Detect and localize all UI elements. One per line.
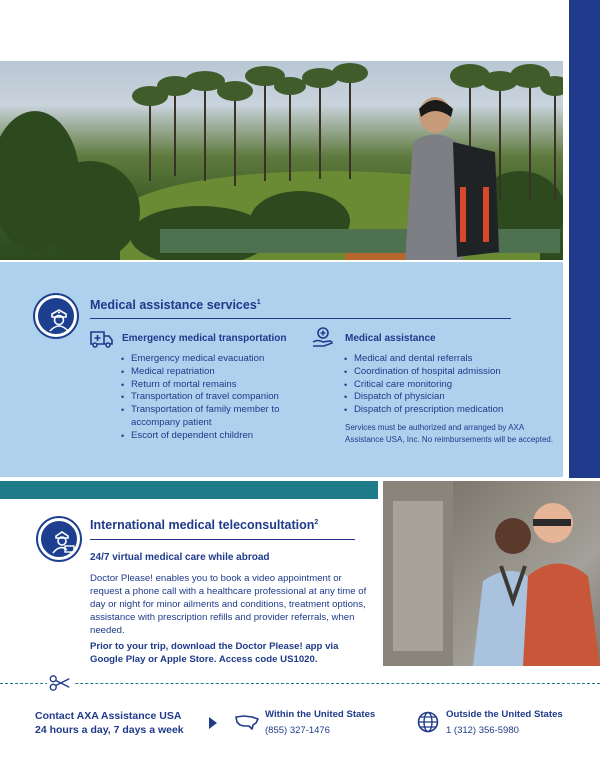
- us-label: Within the United States: [265, 709, 376, 720]
- scissors-icon: [47, 673, 73, 693]
- emergency-heading: Emergency medical transportation: [122, 333, 287, 344]
- teal-divider-bar: [0, 481, 378, 499]
- list-item: • Return of mortal remains: [121, 379, 306, 392]
- contact-line-1: Contact AXA Assistance USA: [35, 710, 182, 722]
- hero-photo-hiker: [0, 61, 563, 260]
- list-item: • Medical and dental referrals: [344, 353, 544, 366]
- emergency-list: [121, 353, 306, 443]
- tele-title-rule: [90, 539, 355, 540]
- tele-body: Doctor Please! enables you to book a video appointment or request a phone call with a healthcare professional at any time of day or night for minor ailments and conditions, treatment options, assistance with prescription refills and provider referrals, when needed.: [90, 573, 367, 636]
- list-item: • Medical repatriation: [121, 366, 306, 379]
- authorization-note: Services must be authorized and arranged by AXA Assistance USA, Inc. No reimbursements will be accepted.: [345, 423, 554, 444]
- list-item: • Transportation of travel companion: [121, 391, 306, 404]
- hand-care-icon: [312, 326, 334, 348]
- medical-list: [344, 353, 544, 417]
- ambulance-icon: [89, 328, 113, 348]
- list-item: • Coordination of hospital admission: [344, 366, 544, 379]
- intl-phone[interactable]: 1 (312) 356-5980: [446, 725, 519, 736]
- usa-map-icon: [234, 713, 260, 731]
- photo-two-men: [383, 481, 600, 666]
- list-item: • Critical care monitoring: [344, 379, 544, 392]
- contact-line-2: 24 hours a day, 7 days a week: [35, 724, 184, 736]
- list-item: • Dispatch of prescription medication: [344, 404, 544, 417]
- cut-line: [0, 683, 600, 684]
- globe-icon: [417, 711, 439, 733]
- tele-title: International medical teleconsultation$^2$: [90, 518, 319, 532]
- tele-cta: Prior to your trip, download the Doctor Please! app via Google Play or Apple Store. Access code US1020.: [90, 641, 339, 665]
- list-item: • Dispatch of physician: [344, 391, 544, 404]
- doctor-laptop-icon: [38, 518, 80, 560]
- list-item: • Escort of dependent children: [121, 430, 306, 443]
- tele-subheading: 24/7 virtual medical care while abroad: [90, 552, 270, 563]
- medical-assistance-heading: Medical assistance: [345, 333, 436, 344]
- right-accent-bar: [569, 0, 600, 478]
- us-phone[interactable]: (855) 327-1476: [265, 725, 330, 736]
- nurse-icon: [35, 295, 77, 337]
- hiker-with-backpack: [395, 97, 505, 260]
- list-item: • Emergency medical evacuation: [121, 353, 306, 366]
- medical-services-panel: [0, 262, 563, 477]
- list-item: • Transportation of family member to accompany patient: [121, 404, 306, 430]
- services-title: Medical assistance services$^1$: [90, 298, 261, 312]
- play-arrow-icon: [208, 716, 218, 730]
- intl-label: Outside the United States: [446, 709, 563, 720]
- title-rule: [90, 318, 511, 319]
